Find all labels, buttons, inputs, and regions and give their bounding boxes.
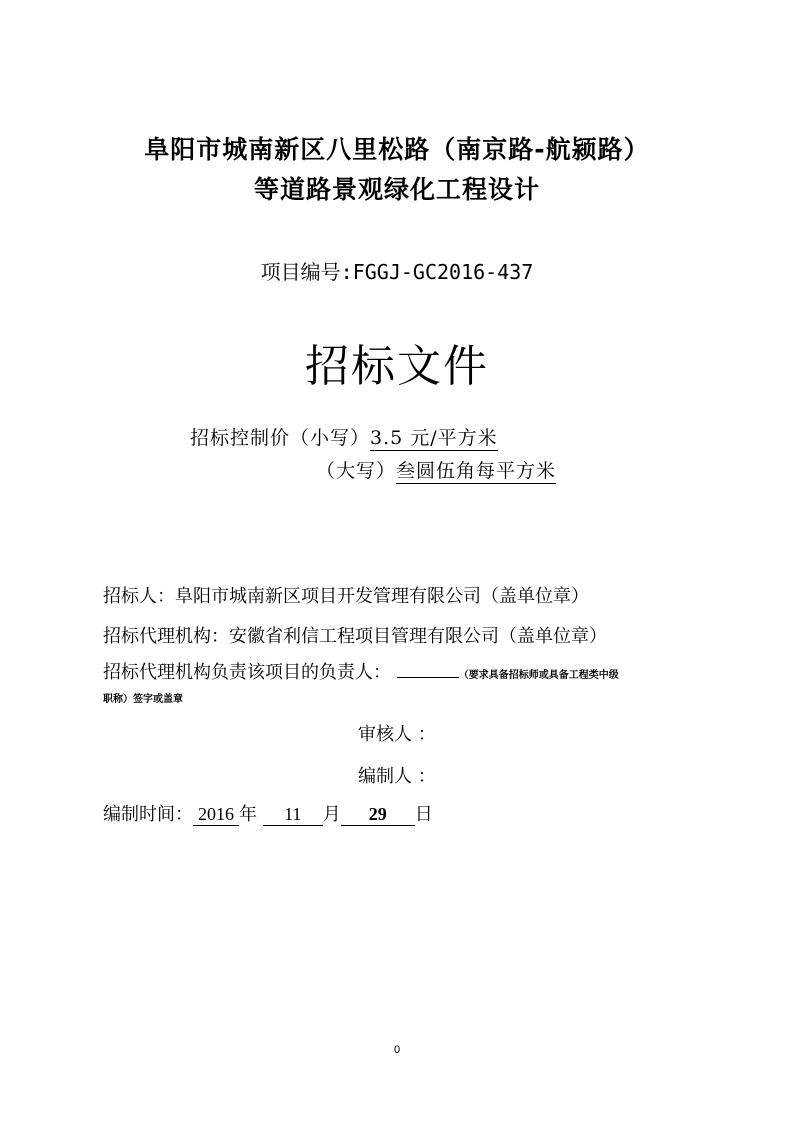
control-price-lower-label: 招标控制价（小写） xyxy=(190,427,371,449)
page-number: 0 xyxy=(393,1044,401,1056)
date-day: 29 xyxy=(341,804,415,826)
date-month-unit: 月 xyxy=(322,804,341,825)
tenderer-line: 招标人：阜阳市城南新区项目开发管理有限公司（盖单位章） xyxy=(103,586,589,607)
reviewer-label: 审核人 ： xyxy=(358,724,436,745)
date-month: 11 xyxy=(263,804,323,826)
title-line-2: 等道路景观绿化工程设计 xyxy=(253,175,540,204)
document-title: 招标文件 xyxy=(305,341,489,392)
control-price-lower-row xyxy=(190,423,498,450)
person-in-charge-note-cont: 职称）签字或盖章 xyxy=(103,694,183,705)
control-price-upper-row xyxy=(316,456,556,483)
compile-date xyxy=(103,800,433,826)
title-line-1: 阜阳市城南新区八里松路（南京路-航颍路） xyxy=(144,135,650,164)
person-in-charge-label: 招标代理机构负责该项目的负责人： xyxy=(103,662,391,683)
control-price-upper-value: 叁圆伍角每平方米 xyxy=(396,460,557,482)
signature-blank xyxy=(397,663,459,678)
control-price-lower-value: 3.5 元/平方米 xyxy=(370,427,498,449)
person-in-charge-note: （要求具备招标师或具备工程类中级 xyxy=(458,670,619,681)
control-price-upper-label: （大写） xyxy=(316,460,397,482)
date-year: 2016 xyxy=(193,804,239,826)
date-year-unit: 年 xyxy=(239,804,257,825)
agency-line: 招标代理机构：安徽省利信工程项目管理有限公司（盖单位章） xyxy=(103,626,607,647)
date-label: 编制时间： xyxy=(103,804,193,825)
person-in-charge-line xyxy=(103,658,619,684)
date-day-unit: 日 xyxy=(414,804,433,825)
project-number: 项目编号:FGGJ-GC2016-437 xyxy=(260,260,534,284)
compiler-label: 编制人 ： xyxy=(358,766,436,787)
